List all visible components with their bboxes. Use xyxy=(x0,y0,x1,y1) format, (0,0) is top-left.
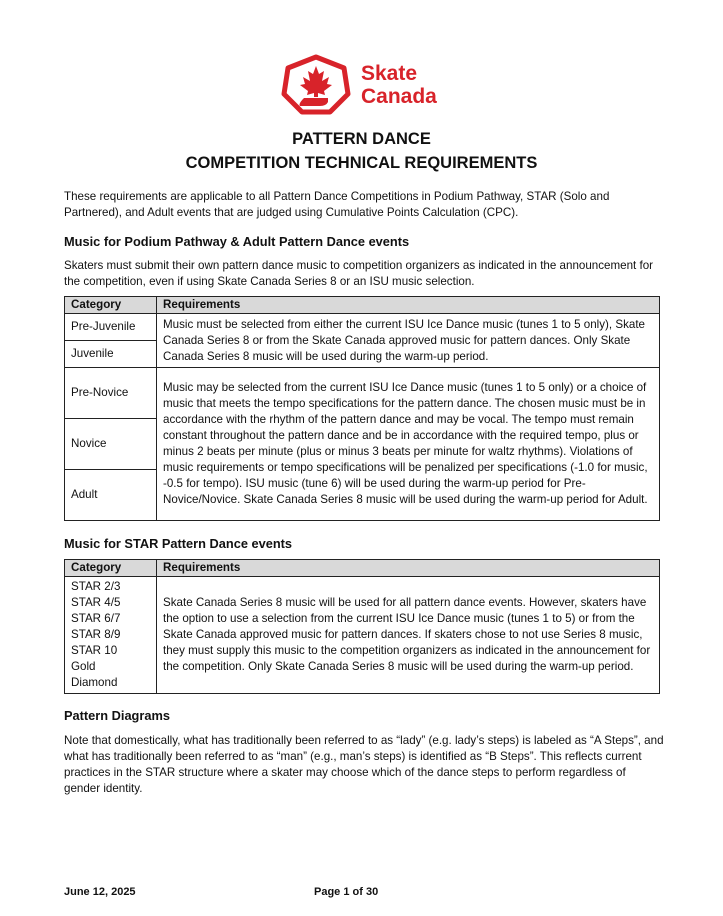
column-header-category: Category xyxy=(65,560,157,577)
category-cell: Pre-Juvenile xyxy=(65,314,157,341)
logo-wordmark: Skate Canada xyxy=(361,62,437,108)
category-cell xyxy=(65,577,157,694)
category-star-10: STAR 10 xyxy=(71,644,118,657)
maple-leaf-skate-icon xyxy=(280,54,352,116)
table-row xyxy=(65,368,660,419)
requirements-cell: Music may be selected from the current ISU Ice Dance music (tunes 1 to 5 only) or a choice of music that meets the tempo specifications for the pattern dance. The chosen music must be in accordance with the rhythm of the pattern dance and may be vocal. The tempo must remain constant throughout the pattern dance and be in accordance with the required tempo, plus or minus 2 beats per minute (plus or minus 3 beats per minute for waltz rhythms). Violations of music requirements or tempo specifications will be penalized per specifications (-1.0 for music, -0.5 for tempo). ISU music (tune 6) will be used during the warm-up period for Pre-Novice/Novice. Skate Canada Series 8 music will be used during the warm-up period for Adult. xyxy=(157,368,660,521)
section-heading-star: Music for STAR Pattern Dance events xyxy=(64,536,293,551)
skate-canada-logo xyxy=(280,54,450,116)
section-heading-diagrams: Pattern Diagrams xyxy=(64,708,170,723)
column-header-category: Category xyxy=(65,297,157,314)
category-diamond: Diamond xyxy=(71,676,118,689)
category-cell: Pre-Novice xyxy=(65,368,157,419)
category-star-2-3: STAR 2/3 xyxy=(71,580,121,593)
column-header-requirements: Requirements xyxy=(157,560,660,577)
footer-date: June 12, 2025 xyxy=(64,886,136,898)
intro-paragraph: These requirements are applicable to all Pattern Dance Competitions in Podium Pathway, STAR (Solo and Partnered), and Adult events that are judged using Cumulative Points Calculation (CPC). xyxy=(64,190,610,219)
table-header-row xyxy=(65,297,660,314)
table-row xyxy=(65,314,660,341)
document-subtitle: COMPETITION TECHNICAL REQUIREMENTS xyxy=(185,154,538,172)
category-cell: Adult xyxy=(65,470,157,521)
category-star-4-5: STAR 4/5 xyxy=(71,596,121,609)
section-paragraph-podium: Skaters must submit their own pattern dance music to competition organizers as indicated in the announcement for the competition, even if using Skate Canada Series 8 or an ISU music selection. xyxy=(64,259,654,288)
table-row xyxy=(65,577,660,694)
section-heading-podium: Music for Podium Pathway & Adult Pattern Dance events xyxy=(64,234,410,249)
category-cell: Juvenile xyxy=(65,341,157,368)
podium-music-table xyxy=(64,296,660,521)
category-cell: Novice xyxy=(65,419,157,470)
requirements-cell: Music must be selected from either the current ISU Ice Dance music (tunes 1 to 5 only), Skate Canada Series 8 or from the Skate Canada approved music for pattern dances. Only Skate Canada Series 8 music will be used during the warm-up period. xyxy=(157,314,660,368)
category-gold: Gold xyxy=(71,660,96,673)
column-header-requirements: Requirements xyxy=(157,297,660,314)
star-music-table xyxy=(64,559,660,694)
document-title: PATTERN DANCE xyxy=(292,130,431,148)
section-paragraph-diagrams: Note that domestically, what has traditionally been referred to as “lady” (e.g. lady’s steps) is labeled as “A Steps”, and what has traditionally been referred to as “man” (e.g., man’s steps) is identified as “B Steps”. This reflects current practices in the STAR structure where a skater may choose which of the dance steps to perform regardless of gender identity. xyxy=(64,734,664,795)
category-star-6-7: STAR 6/7 xyxy=(71,612,121,625)
footer-page-number: Page 1 of 30 xyxy=(314,886,379,898)
requirements-cell: Skate Canada Series 8 music will be used for all pattern dance events. However, skaters have the option to use a selection from the current ISU Ice Dance music (tunes 1 to 5) or from the Skate Canada approved music for pattern dances. If skaters chose to not use Series 8 music, they must supply this music to the competition organizers as indicated in the announcement for the competition. Only Skate Canada Series 8 music will be used during the warm-up period. xyxy=(157,577,660,694)
category-star-8-9: STAR 8/9 xyxy=(71,628,121,641)
table-header-row xyxy=(65,560,660,577)
